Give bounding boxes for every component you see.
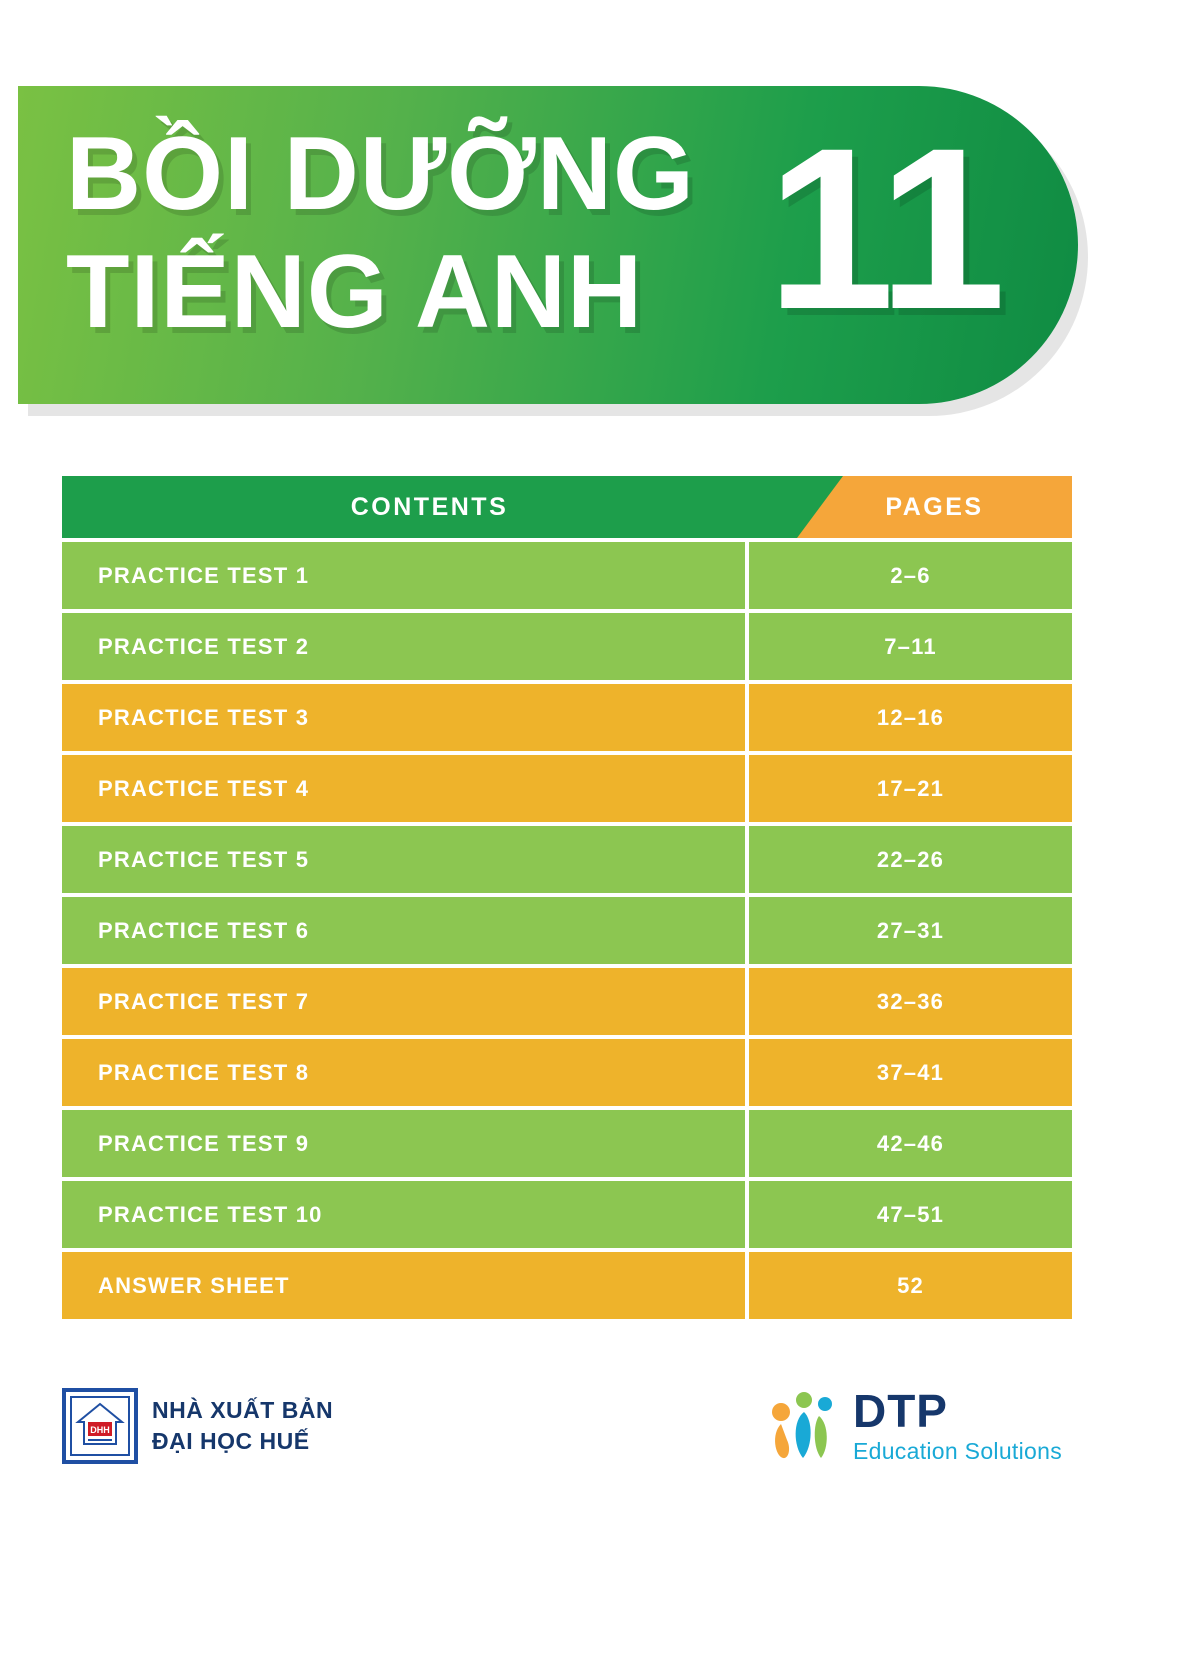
row-title: PRACTICE TEST 5 — [98, 846, 310, 872]
table-row[interactable] — [62, 897, 1072, 964]
row-title-cell — [62, 1039, 745, 1106]
book-title — [66, 116, 756, 351]
table-row[interactable] — [62, 613, 1072, 680]
row-title: PRACTICE TEST 9 — [98, 1130, 310, 1156]
table-row[interactable] — [62, 1039, 1072, 1106]
table-row[interactable] — [62, 968, 1072, 1035]
header-notch-shape — [797, 476, 843, 538]
row-title: PRACTICE TEST 2 — [98, 633, 310, 659]
row-title-cell — [62, 826, 745, 893]
contents-column-label: CONTENTS — [350, 492, 509, 521]
footer — [0, 1380, 1182, 1550]
row-title: PRACTICE TEST 3 — [98, 704, 310, 730]
row-title-cell — [62, 1181, 745, 1248]
svg-text:DHH: DHH — [90, 1425, 110, 1435]
row-pages: 37–41 — [876, 1059, 945, 1085]
row-title-cell — [62, 542, 745, 609]
table-row[interactable] — [62, 826, 1072, 893]
row-pages: 27–31 — [876, 917, 945, 943]
cover-banner — [18, 86, 1078, 404]
row-title-cell — [62, 684, 745, 751]
contents-table — [62, 476, 1072, 1323]
row-pages-cell — [749, 542, 1072, 609]
table-row[interactable] — [62, 1181, 1072, 1248]
row-pages-cell — [749, 755, 1072, 822]
row-pages-cell — [749, 684, 1072, 751]
book-title-line-1: BỒI DƯỠNG — [66, 116, 695, 232]
row-pages: 47–51 — [876, 1201, 945, 1227]
table-row[interactable] — [62, 1252, 1072, 1319]
dtp-tagline: Education Solutions — [852, 1437, 1062, 1464]
row-pages: 12–16 — [876, 704, 945, 730]
row-title-cell — [62, 897, 745, 964]
dtp-name: DTP — [852, 1384, 948, 1437]
row-pages-cell — [749, 1252, 1072, 1319]
row-title: PRACTICE TEST 10 — [98, 1201, 323, 1227]
publisher-text — [152, 1395, 333, 1457]
pages-column-label: PAGES — [885, 492, 984, 521]
publisher-line-1: NHÀ XUẤT BẢN — [152, 1396, 334, 1423]
row-title-cell — [62, 755, 745, 822]
publisher-logo-icon — [62, 1388, 138, 1464]
publisher-block — [62, 1388, 333, 1464]
row-pages: 42–46 — [876, 1130, 945, 1156]
contents-table-header — [62, 476, 1072, 538]
row-title: PRACTICE TEST 4 — [98, 775, 310, 801]
row-pages: 17–21 — [876, 775, 945, 801]
publisher-line-2: ĐẠI HỌC HUẾ — [152, 1428, 310, 1454]
dtp-wordmark — [852, 1384, 1062, 1465]
row-title-cell — [62, 1252, 745, 1319]
row-pages-cell — [749, 1181, 1072, 1248]
dtp-logo-icon — [763, 1386, 843, 1466]
row-title: PRACTICE TEST 7 — [98, 988, 310, 1014]
row-title-cell — [62, 968, 745, 1035]
row-pages-cell — [749, 1039, 1072, 1106]
dtp-logo-svg — [763, 1386, 843, 1466]
book-title-line-2: TIẾNG ANH — [66, 234, 644, 351]
grade-number: 11 — [766, 100, 1002, 357]
table-row[interactable] — [62, 755, 1072, 822]
row-pages-cell — [749, 826, 1072, 893]
row-pages-cell — [749, 968, 1072, 1035]
brand-block — [763, 1386, 1062, 1466]
row-pages-cell — [749, 613, 1072, 680]
table-row[interactable] — [62, 684, 1072, 751]
row-pages: 2–6 — [890, 562, 931, 588]
row-title: PRACTICE TEST 1 — [98, 562, 310, 588]
publisher-logo-svg — [62, 1388, 138, 1464]
row-pages: 52 — [897, 1272, 924, 1298]
row-pages-cell — [749, 1110, 1072, 1177]
row-pages: 22–26 — [876, 846, 945, 872]
row-title: PRACTICE TEST 8 — [98, 1059, 310, 1085]
row-pages: 32–36 — [876, 988, 945, 1014]
row-pages: 7–11 — [884, 633, 937, 659]
contents-rows — [62, 542, 1072, 1319]
table-row[interactable] — [62, 1110, 1072, 1177]
row-title: ANSWER SHEET — [98, 1272, 290, 1298]
contents-column-header — [62, 476, 797, 538]
banner-inner — [18, 86, 1078, 404]
row-title-cell — [62, 1110, 745, 1177]
row-title: PRACTICE TEST 6 — [98, 917, 310, 943]
table-row[interactable] — [62, 542, 1072, 609]
row-title-cell — [62, 613, 745, 680]
row-pages-cell — [749, 897, 1072, 964]
